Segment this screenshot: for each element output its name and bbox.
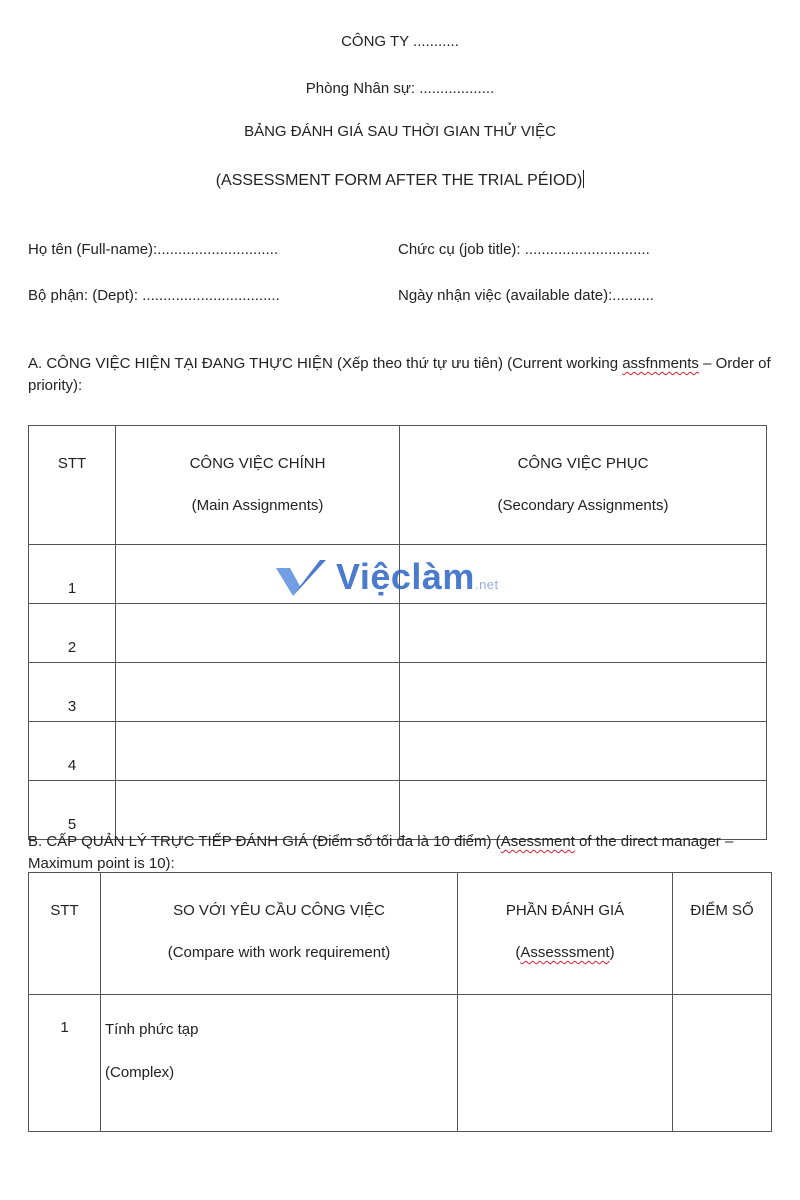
col-main-assignments [116, 426, 400, 545]
section-b-header-row [29, 873, 772, 995]
secondary-assignment-cell[interactable] [400, 722, 767, 781]
table-row [29, 722, 767, 781]
row-number: 4 [29, 722, 116, 781]
col-stt-label: STT [50, 902, 79, 919]
table-row [29, 604, 767, 663]
col-secondary-assignments [400, 426, 767, 545]
assessment-cell[interactable] [458, 995, 673, 1132]
col-sec-vi: CÔNG VIỆC PHỤC [517, 455, 649, 472]
col-assess-open-paren: ( [515, 944, 521, 961]
main-assignment-cell[interactable] [116, 663, 400, 722]
section-b-misspelled-word: Asessment [500, 833, 575, 850]
table-row [29, 995, 772, 1132]
section-a-table [28, 425, 767, 840]
col-score [673, 873, 772, 995]
row-number: 1 [29, 545, 116, 604]
section-a-header-row [29, 426, 767, 545]
criterion-vi: Tính phức tạp [105, 1021, 199, 1038]
watermark-brand [336, 556, 499, 598]
checkmark-logo-icon [276, 560, 328, 600]
dept-field: Bộ phận: (Dept): ................................. [28, 287, 280, 304]
department-line: Phòng Nhân sự: .................. [305, 80, 495, 97]
col-stt [29, 426, 116, 545]
checkmark-right-stroke [293, 560, 326, 596]
row-number: 3 [29, 663, 116, 722]
section-a-heading-post: – Order of priority): [28, 355, 771, 394]
job-title-field: Chức cụ (job title): .............................. [398, 241, 650, 258]
score-cell[interactable] [673, 995, 772, 1132]
main-assignment-cell[interactable] [116, 604, 400, 663]
table-row [29, 663, 767, 722]
criterion-cell [101, 995, 458, 1132]
col-assess-misspelled-word: Assesssment [520, 944, 610, 961]
col-sec-en: (Secondary Assignments) [497, 497, 669, 514]
col-main-vi: CÔNG VIỆC CHÍNH [189, 455, 326, 472]
section-b-table [28, 872, 772, 1132]
col-stt [29, 873, 101, 995]
col-stt-label: STT [57, 455, 87, 472]
col-req-vi: SO VỚI YÊU CẦU CÔNG VIỆC [173, 902, 385, 919]
form-title-vi: BẢNG ĐÁNH GIÁ SAU THỜI GIAN THỬ VIỆC [244, 123, 556, 140]
section-b-heading-pre: B. CẤP QUẢN LÝ TRỰC TIẾP ĐÁNH GIÁ (Điểm số tối đa là 10 điểm) ( [28, 833, 501, 850]
row-number: 1 [29, 995, 101, 1132]
text-cursor [583, 170, 584, 188]
form-title-en [0, 170, 800, 190]
col-assessment [458, 873, 673, 995]
section-a-misspelled-word: assfnments [622, 355, 699, 372]
col-assess-vi: PHẦN ĐÁNH GIÁ [505, 902, 625, 919]
row-number: 5 [29, 781, 116, 840]
col-score-label: ĐIỂM SỐ [690, 902, 754, 919]
section-b-heading-post: of the direct manager – Maximum point is 10): [28, 833, 734, 872]
col-assess-close-paren: ) [609, 944, 615, 961]
watermark-brand-text: Việclàm [336, 556, 475, 597]
col-work-requirement [101, 873, 458, 995]
col-req-en: (Compare with work requirement) [167, 944, 391, 961]
col-main-en: (Main Assignments) [191, 497, 324, 514]
section-b-heading [28, 831, 798, 875]
criterion-en: (Complex) [105, 1064, 175, 1081]
form-title-en-text: (ASSESSMENT FORM AFTER THE TRIAL PÉIOD) [215, 172, 583, 189]
secondary-assignment-cell[interactable] [400, 604, 767, 663]
section-a-heading [28, 353, 798, 397]
row-number: 2 [29, 604, 116, 663]
watermark-tld: .net [474, 577, 499, 592]
full-name-field: Họ tên (Full-name):............................. [28, 241, 279, 258]
section-a-heading-pre: A. CÔNG VIỆC HIỆN TẠI ĐANG THỰC HIỆN (Xếp theo thứ tự ưu tiên) (Current working [28, 355, 623, 372]
company-line: CÔNG TY ........... [341, 33, 459, 50]
secondary-assignment-cell[interactable] [400, 663, 767, 722]
main-assignment-cell[interactable] [116, 722, 400, 781]
available-date-field: Ngày nhận việc (available date):.......... [398, 287, 654, 304]
vieclam-watermark-logo [276, 556, 516, 606]
col-assess-en [458, 942, 672, 963]
